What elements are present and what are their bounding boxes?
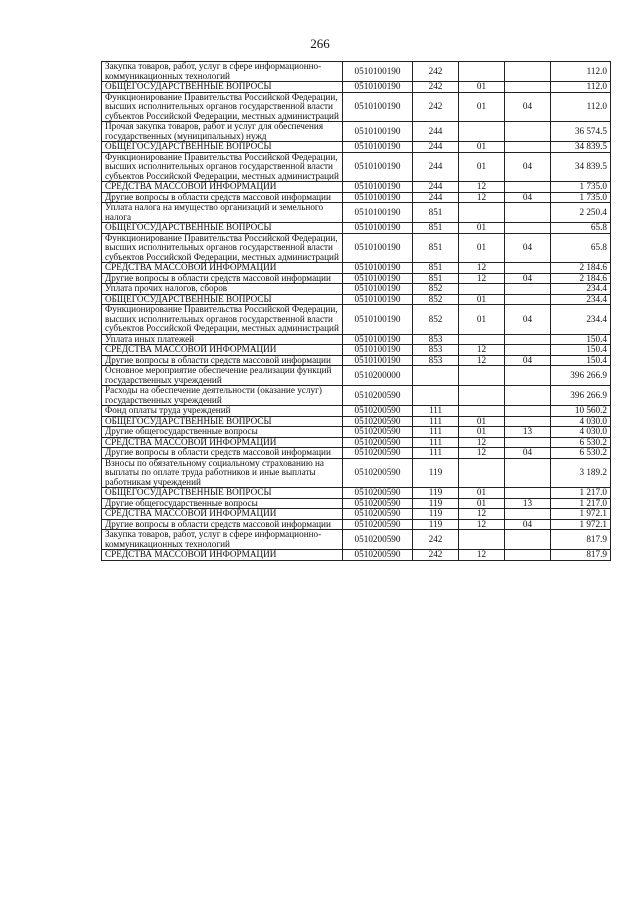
row-subsection-cell	[505, 386, 551, 406]
row-amount-cell: 150.4	[551, 345, 611, 356]
row-section-cell: 01	[459, 427, 505, 438]
row-name-cell: Другие вопросы в области средств массовой информации	[102, 355, 343, 366]
row-name-cell: ОБЩЕГОСУДАРСТВЕННЫЕ ВОПРОСЫ	[102, 416, 343, 427]
row-subsection-cell: 04	[505, 448, 551, 459]
row-amount-cell: 34 839.5	[551, 142, 611, 153]
row-subsection-cell: 13	[505, 427, 551, 438]
row-amount-cell: 817.9	[551, 530, 611, 550]
row-section-cell	[459, 458, 505, 488]
row-name-cell: Функционирование Правительства Российской Федерации, высших исполнительных органов государственной власти субъектов Российской Федерации, местных администраций	[102, 305, 343, 335]
row-amount-cell: 1 735.0	[551, 192, 611, 203]
row-subsection-cell	[505, 182, 551, 193]
row-subsection-cell: 04	[505, 305, 551, 335]
row-expense-type-cell: 111	[413, 406, 459, 417]
row-expense-type-cell: 111	[413, 437, 459, 448]
row-section-cell: 12	[459, 192, 505, 203]
row-code-cell: 0510100190	[343, 152, 413, 182]
row-code-cell: 0510200590	[343, 416, 413, 427]
row-code-cell: 0510100190	[343, 284, 413, 295]
row-subsection-cell	[505, 458, 551, 488]
table-row	[102, 142, 611, 153]
row-amount-cell: 112.0	[551, 82, 611, 93]
row-amount-cell: 817.9	[551, 550, 611, 561]
row-section-cell: 12	[459, 550, 505, 561]
row-expense-type-cell: 851	[413, 233, 459, 263]
page-number: 266	[310, 36, 330, 51]
row-name-cell: ОБЩЕГОСУДАРСТВЕННЫЕ ВОПРОСЫ	[102, 488, 343, 499]
table-row	[102, 416, 611, 427]
row-amount-cell: 2 184.6	[551, 263, 611, 274]
row-amount-cell: 2 184.6	[551, 273, 611, 284]
row-name-cell: Основное мероприятие обеспечение реализации функций государственных учреждений	[102, 366, 343, 386]
row-section-cell: 01	[459, 223, 505, 234]
row-code-cell: 0510100190	[343, 223, 413, 234]
table-row	[102, 233, 611, 263]
table-row	[102, 62, 611, 82]
row-subsection-cell	[505, 284, 551, 295]
row-code-cell: 0510200590	[343, 498, 413, 509]
row-amount-cell: 112.0	[551, 62, 611, 82]
row-amount-cell: 4 030.0	[551, 416, 611, 427]
row-section-cell: 01	[459, 82, 505, 93]
row-subsection-cell	[505, 294, 551, 305]
row-section-cell: 01	[459, 233, 505, 263]
row-expense-type-cell: 244	[413, 122, 459, 142]
row-amount-cell: 396 266.9	[551, 386, 611, 406]
table-row	[102, 284, 611, 295]
row-amount-cell: 150.4	[551, 334, 611, 345]
row-amount-cell: 10 560.2	[551, 406, 611, 417]
table-row	[102, 498, 611, 509]
row-amount-cell: 4 030.0	[551, 427, 611, 438]
row-code-cell: 0510100190	[343, 334, 413, 345]
row-expense-type-cell: 851	[413, 273, 459, 284]
row-expense-type-cell: 853	[413, 345, 459, 356]
row-code-cell: 0510100190	[343, 273, 413, 284]
table-row	[102, 427, 611, 438]
row-expense-type-cell: 119	[413, 509, 459, 520]
row-code-cell: 0510200590	[343, 427, 413, 438]
row-name-cell: Функционирование Правительства Российской Федерации, высших исполнительных органов государственной власти субъектов Российской Федерации, местных администраций	[102, 233, 343, 263]
row-expense-type-cell: 242	[413, 550, 459, 561]
row-amount-cell: 1 972.1	[551, 519, 611, 530]
row-amount-cell: 1 217.0	[551, 488, 611, 499]
row-section-cell: 12	[459, 355, 505, 366]
row-name-cell: Функционирование Правительства Российской Федерации, высших исполнительных органов государственной власти субъектов Российской Федерации, местных администраций	[102, 92, 343, 122]
row-name-cell: Уплата иных платежей	[102, 334, 343, 345]
row-subsection-cell	[505, 488, 551, 499]
row-expense-type-cell: 853	[413, 355, 459, 366]
row-code-cell: 0510100190	[343, 92, 413, 122]
row-subsection-cell	[505, 509, 551, 520]
table-row	[102, 519, 611, 530]
row-code-cell: 0510200590	[343, 458, 413, 488]
row-expense-type-cell: 119	[413, 488, 459, 499]
row-expense-type-cell: 244	[413, 182, 459, 193]
row-code-cell: 0510200590	[343, 530, 413, 550]
row-section-cell: 12	[459, 345, 505, 356]
table-row	[102, 488, 611, 499]
row-code-cell: 0510200590	[343, 448, 413, 459]
table-row	[102, 386, 611, 406]
row-subsection-cell: 04	[505, 355, 551, 366]
row-expense-type-cell: 244	[413, 192, 459, 203]
row-name-cell: Взносы по обязательному социальному страхованию на выплаты по оплате труда работников и иные выплаты работникам учреждений	[102, 458, 343, 488]
row-section-cell: 01	[459, 416, 505, 427]
table-row	[102, 305, 611, 335]
row-subsection-cell: 04	[505, 192, 551, 203]
row-section-cell: 12	[459, 509, 505, 520]
row-amount-cell: 6 530.2	[551, 437, 611, 448]
row-name-cell: Другие вопросы в области средств массовой информации	[102, 448, 343, 459]
row-code-cell: 0510200590	[343, 437, 413, 448]
row-amount-cell: 1 217.0	[551, 498, 611, 509]
row-name-cell: Другие вопросы в области средств массовой информации	[102, 192, 343, 203]
row-amount-cell: 234.4	[551, 294, 611, 305]
row-code-cell: 0510100190	[343, 305, 413, 335]
row-expense-type-cell: 111	[413, 416, 459, 427]
row-subsection-cell: 04	[505, 92, 551, 122]
row-code-cell: 0510200000	[343, 366, 413, 386]
row-name-cell: СРЕДСТВА МАССОВОЙ ИНФОРМАЦИИ	[102, 509, 343, 520]
table-row	[102, 192, 611, 203]
row-name-cell: Уплата прочих налогов, сборов	[102, 284, 343, 295]
row-name-cell: Функционирование Правительства Российской Федерации, высших исполнительных органов государственной власти субъектов Российской Федерации, местных администраций	[102, 152, 343, 182]
row-section-cell: 12	[459, 263, 505, 274]
row-subsection-cell	[505, 62, 551, 82]
table-row	[102, 273, 611, 284]
table-row	[102, 122, 611, 142]
table-row	[102, 458, 611, 488]
row-section-cell	[459, 530, 505, 550]
row-section-cell: 01	[459, 498, 505, 509]
row-subsection-cell: 04	[505, 152, 551, 182]
row-section-cell: 12	[459, 437, 505, 448]
row-section-cell	[459, 386, 505, 406]
row-section-cell: 01	[459, 488, 505, 499]
table-row	[102, 345, 611, 356]
row-code-cell: 0510100190	[343, 263, 413, 274]
row-section-cell	[459, 366, 505, 386]
row-subsection-cell: 04	[505, 273, 551, 284]
table-row	[102, 223, 611, 234]
table-row	[102, 152, 611, 182]
row-amount-cell: 34 839.5	[551, 152, 611, 182]
row-subsection-cell	[505, 416, 551, 427]
row-subsection-cell	[505, 550, 551, 561]
row-expense-type-cell: 244	[413, 142, 459, 153]
table-row	[102, 92, 611, 122]
table-row	[102, 437, 611, 448]
row-expense-type-cell: 242	[413, 62, 459, 82]
row-amount-cell: 112.0	[551, 92, 611, 122]
row-code-cell: 0510200590	[343, 386, 413, 406]
row-subsection-cell	[505, 406, 551, 417]
row-name-cell: Прочая закупка товаров, работ и услуг для обеспечения государственных (муниципальных) нужд	[102, 122, 343, 142]
row-section-cell: 01	[459, 92, 505, 122]
table-row	[102, 550, 611, 561]
row-name-cell: СРЕДСТВА МАССОВОЙ ИНФОРМАЦИИ	[102, 345, 343, 356]
row-amount-cell: 2 250.4	[551, 203, 611, 223]
row-name-cell: ОБЩЕГОСУДАРСТВЕННЫЕ ВОПРОСЫ	[102, 294, 343, 305]
row-section-cell	[459, 203, 505, 223]
budget-table-body	[102, 62, 611, 561]
row-section-cell: 12	[459, 273, 505, 284]
row-section-cell	[459, 122, 505, 142]
row-expense-type-cell	[413, 386, 459, 406]
row-name-cell: Другие общегосударственные вопросы	[102, 427, 343, 438]
row-section-cell	[459, 406, 505, 417]
row-code-cell: 0510200590	[343, 406, 413, 417]
row-subsection-cell	[505, 334, 551, 345]
row-amount-cell: 36 574.5	[551, 122, 611, 142]
row-subsection-cell	[505, 366, 551, 386]
row-amount-cell: 65.8	[551, 223, 611, 234]
table-row	[102, 182, 611, 193]
row-name-cell: СРЕДСТВА МАССОВОЙ ИНФОРМАЦИИ	[102, 437, 343, 448]
row-code-cell: 0510100190	[343, 345, 413, 356]
row-expense-type-cell: 852	[413, 305, 459, 335]
row-expense-type-cell: 242	[413, 530, 459, 550]
row-expense-type-cell: 119	[413, 519, 459, 530]
row-section-cell	[459, 284, 505, 295]
row-code-cell: 0510100190	[343, 82, 413, 93]
row-expense-type-cell: 119	[413, 458, 459, 488]
row-code-cell: 0510100190	[343, 142, 413, 153]
row-section-cell: 12	[459, 519, 505, 530]
row-expense-type-cell: 244	[413, 152, 459, 182]
row-section-cell: 12	[459, 182, 505, 193]
table-row	[102, 509, 611, 520]
row-subsection-cell	[505, 223, 551, 234]
row-expense-type-cell: 111	[413, 427, 459, 438]
row-amount-cell: 3 189.2	[551, 458, 611, 488]
row-code-cell: 0510200590	[343, 509, 413, 520]
table-row	[102, 82, 611, 93]
row-section-cell: 12	[459, 448, 505, 459]
row-subsection-cell	[505, 142, 551, 153]
row-section-cell: 01	[459, 152, 505, 182]
row-name-cell: ОБЩЕГОСУДАРСТВЕННЫЕ ВОПРОСЫ	[102, 223, 343, 234]
budget-table	[101, 61, 611, 561]
row-name-cell: ОБЩЕГОСУДАРСТВЕННЫЕ ВОПРОСЫ	[102, 82, 343, 93]
row-code-cell: 0510200590	[343, 519, 413, 530]
row-code-cell: 0510100190	[343, 355, 413, 366]
row-code-cell: 0510100190	[343, 233, 413, 263]
row-amount-cell: 65.8	[551, 233, 611, 263]
row-subsection-cell: 13	[505, 498, 551, 509]
row-amount-cell: 6 530.2	[551, 448, 611, 459]
row-section-cell: 01	[459, 294, 505, 305]
row-code-cell: 0510200590	[343, 550, 413, 561]
table-row	[102, 294, 611, 305]
row-expense-type-cell: 852	[413, 284, 459, 295]
row-name-cell: Закупка товаров, работ, услуг в сфере информационно-коммуникационных технологий	[102, 62, 343, 82]
row-code-cell: 0510100190	[343, 62, 413, 82]
row-amount-cell: 396 266.9	[551, 366, 611, 386]
row-amount-cell: 234.4	[551, 305, 611, 335]
row-name-cell: Фонд оплаты труда учреждений	[102, 406, 343, 417]
row-amount-cell: 1 735.0	[551, 182, 611, 193]
row-subsection-cell: 04	[505, 233, 551, 263]
table-row	[102, 355, 611, 366]
row-subsection-cell: 04	[505, 519, 551, 530]
row-expense-type-cell: 242	[413, 82, 459, 93]
row-section-cell: 01	[459, 305, 505, 335]
row-subsection-cell	[505, 263, 551, 274]
row-name-cell: Другие вопросы в области средств массовой информации	[102, 273, 343, 284]
row-name-cell: Другие общегосударственные вопросы	[102, 498, 343, 509]
table-row	[102, 334, 611, 345]
row-code-cell: 0510100190	[343, 182, 413, 193]
row-amount-cell: 1 972.1	[551, 509, 611, 520]
row-code-cell: 0510200590	[343, 488, 413, 499]
table-row	[102, 366, 611, 386]
row-expense-type-cell: 853	[413, 334, 459, 345]
row-subsection-cell	[505, 203, 551, 223]
row-name-cell: ОБЩЕГОСУДАРСТВЕННЫЕ ВОПРОСЫ	[102, 142, 343, 153]
row-code-cell: 0510100190	[343, 203, 413, 223]
row-code-cell: 0510100190	[343, 192, 413, 203]
row-expense-type-cell: 119	[413, 498, 459, 509]
row-expense-type-cell: 851	[413, 223, 459, 234]
row-code-cell: 0510100190	[343, 294, 413, 305]
row-code-cell: 0510100190	[343, 122, 413, 142]
row-section-cell: 01	[459, 142, 505, 153]
row-name-cell: Расходы на обеспечение деятельности (оказание услуг) государственных учреждений	[102, 386, 343, 406]
row-section-cell	[459, 62, 505, 82]
row-name-cell: СРЕДСТВА МАССОВОЙ ИНФОРМАЦИИ	[102, 263, 343, 274]
row-name-cell: Другие вопросы в области средств массовой информации	[102, 519, 343, 530]
row-name-cell: СРЕДСТВА МАССОВОЙ ИНФОРМАЦИИ	[102, 182, 343, 193]
row-amount-cell: 150.4	[551, 355, 611, 366]
row-subsection-cell	[505, 122, 551, 142]
row-name-cell: Уплата налога на имущество организаций и земельного налога	[102, 203, 343, 223]
row-subsection-cell	[505, 437, 551, 448]
row-expense-type-cell: 852	[413, 294, 459, 305]
row-expense-type-cell	[413, 366, 459, 386]
row-subsection-cell	[505, 82, 551, 93]
row-amount-cell: 234.4	[551, 284, 611, 295]
row-subsection-cell	[505, 530, 551, 550]
table-row	[102, 203, 611, 223]
row-name-cell: СРЕДСТВА МАССОВОЙ ИНФОРМАЦИИ	[102, 550, 343, 561]
row-expense-type-cell: 851	[413, 203, 459, 223]
row-subsection-cell	[505, 345, 551, 356]
row-expense-type-cell: 851	[413, 263, 459, 274]
row-expense-type-cell: 111	[413, 448, 459, 459]
row-section-cell	[459, 334, 505, 345]
table-row	[102, 530, 611, 550]
table-row	[102, 448, 611, 459]
row-name-cell: Закупка товаров, работ, услуг в сфере информационно-коммуникационных технологий	[102, 530, 343, 550]
table-row	[102, 406, 611, 417]
row-expense-type-cell: 242	[413, 92, 459, 122]
table-row	[102, 263, 611, 274]
